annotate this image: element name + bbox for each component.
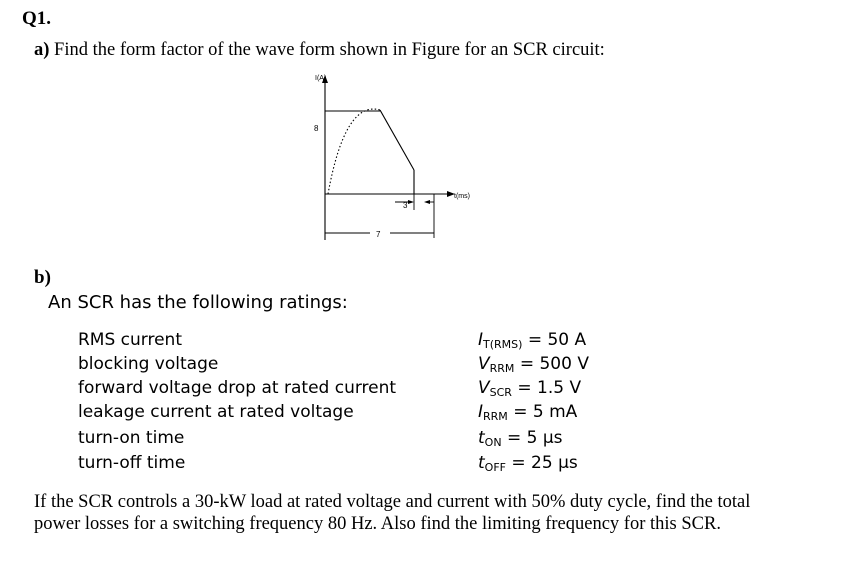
rating-symbol: t <box>478 453 485 473</box>
rating-value-blocking-voltage <box>478 354 589 375</box>
rating-name-turn-off-time: turn-off time <box>78 453 186 473</box>
rating-value-turn-on-time <box>478 428 563 449</box>
rating-subscript: RRM <box>489 362 515 375</box>
rating-name-blocking-voltage: blocking voltage <box>78 354 219 374</box>
rating-value-rms-current <box>478 330 586 351</box>
waveform-figure <box>300 70 500 245</box>
rating-subscript: RRM <box>483 410 508 423</box>
rating-value-leakage-current <box>478 402 577 423</box>
waveform-rising-curve <box>328 109 380 194</box>
rating-symbol: V <box>478 378 490 398</box>
rise-dimension-arrow-right <box>424 200 430 204</box>
rating-symbol: I <box>478 402 484 422</box>
waveform-falling-line <box>380 110 414 170</box>
rating-name-leakage-current: leakage current at rated voltage <box>78 402 354 422</box>
rating-name-forward-voltage: forward voltage drop at rated current <box>78 378 397 398</box>
rating-value-forward-voltage <box>478 378 581 399</box>
problem-statement: If the SCR controls a 30-kW load at rated voltage and current with 50% duty cycle, find the total power losses for a switching frequency 80 Hz. Also find the limiting frequency for this SCR. <box>34 492 751 534</box>
rating-value: = 25 µs <box>505 453 578 473</box>
rating-name-rms-current: RMS current <box>78 330 183 350</box>
rating-name-turn-on-time: turn-on time <box>78 428 185 448</box>
rating-subscript: ON <box>484 436 502 449</box>
rating-subscript: T(RMS) <box>483 338 523 351</box>
part-a-label: a) <box>34 40 50 60</box>
rating-symbol: I <box>478 330 484 350</box>
rating-value: = 1.5 V <box>511 378 582 398</box>
rating-value-turn-off-time <box>478 453 578 474</box>
part-a-text <box>34 40 605 61</box>
rating-subscript: SCR <box>489 386 512 399</box>
rating-value: = 5 mA <box>507 402 578 422</box>
rating-value: = 5 µs <box>501 428 563 448</box>
x-axis-label: t(ms) <box>454 193 470 200</box>
question-title: Q1. <box>22 8 52 29</box>
rise-dimension-arrow <box>408 200 414 204</box>
rise-label: 3 <box>403 201 408 210</box>
peak-label: 8 <box>314 124 319 133</box>
rating-symbol: t <box>478 428 485 448</box>
ratings-intro: An SCR has the following ratings: <box>48 292 348 313</box>
rating-value: = 500 V <box>514 354 589 374</box>
rating-symbol: V <box>478 354 490 374</box>
rating-value: = 50 A <box>522 330 587 350</box>
rating-subscript: OFF <box>484 461 506 474</box>
period-label: 7 <box>376 230 381 239</box>
y-axis-label: I(A) <box>315 75 327 82</box>
part-a-question: Find the form factor of the wave form shown in Figure for an SCR circuit: <box>49 40 605 60</box>
part-b-label: b) <box>34 267 51 288</box>
